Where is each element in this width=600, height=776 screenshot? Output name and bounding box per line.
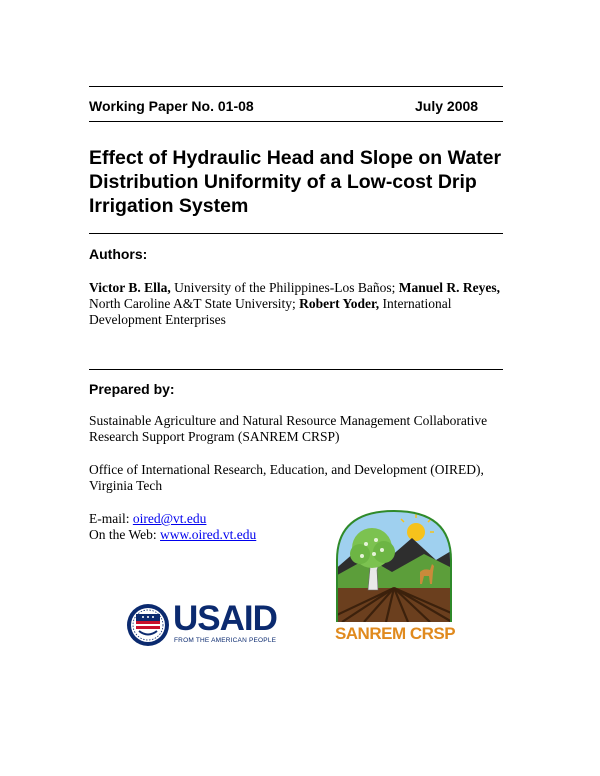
author-1-affiliation: University of the Philippines-Los Baños;	[170, 280, 399, 295]
sanrem-logo	[328, 508, 462, 648]
author-3-affiliation: International Development Enterprises	[89, 296, 452, 327]
author-1-name: Victor B. Ella,	[89, 280, 171, 295]
sanrem-emblem-icon	[332, 508, 456, 622]
working-paper-number: Working Paper No. 01-08	[89, 98, 254, 114]
usaid-tagline: FROM THE AMERICAN PEOPLE	[174, 637, 277, 644]
paper-date: July 2008	[415, 98, 479, 114]
usaid-wordmark: USAID	[173, 599, 277, 638]
usaid-logo	[126, 599, 296, 649]
authors-list	[89, 280, 509, 328]
sanrem-wordmark: SANREM CRSP	[334, 624, 456, 643]
web-link[interactable]: www.oired.vt.edu	[160, 527, 257, 542]
author-3-name: Robert Yoder,	[299, 296, 380, 311]
author-2-name: Manuel R. Reyes,	[398, 280, 500, 295]
prepared-heading: Prepared by:	[89, 381, 175, 397]
author-2-affiliation: North Caroline A&T State University;	[89, 296, 300, 311]
email-link[interactable]: oired@vt.edu	[132, 511, 207, 526]
web-label: On the Web:	[89, 527, 161, 542]
usaid-seal-icon	[126, 603, 170, 647]
header-rule	[89, 121, 503, 122]
organization-oired: Office of International Research, Education, and Development (OIRED), Virginia Tech	[89, 462, 484, 493]
title-rule	[89, 233, 503, 234]
organization-sanrem: Sustainable Agriculture and Natural Resource Management Collaborative Research Support Program (SANREM CRSP)	[89, 413, 488, 444]
email-label: E-mail:	[89, 511, 133, 526]
authors-rule	[89, 369, 503, 370]
page-title: Effect of Hydraulic Head and Slope on Water Distribution Uniformity of a Low-cost Drip Irrigation System	[89, 147, 502, 217]
authors-heading: Authors:	[89, 246, 148, 262]
top-rule	[89, 86, 503, 87]
